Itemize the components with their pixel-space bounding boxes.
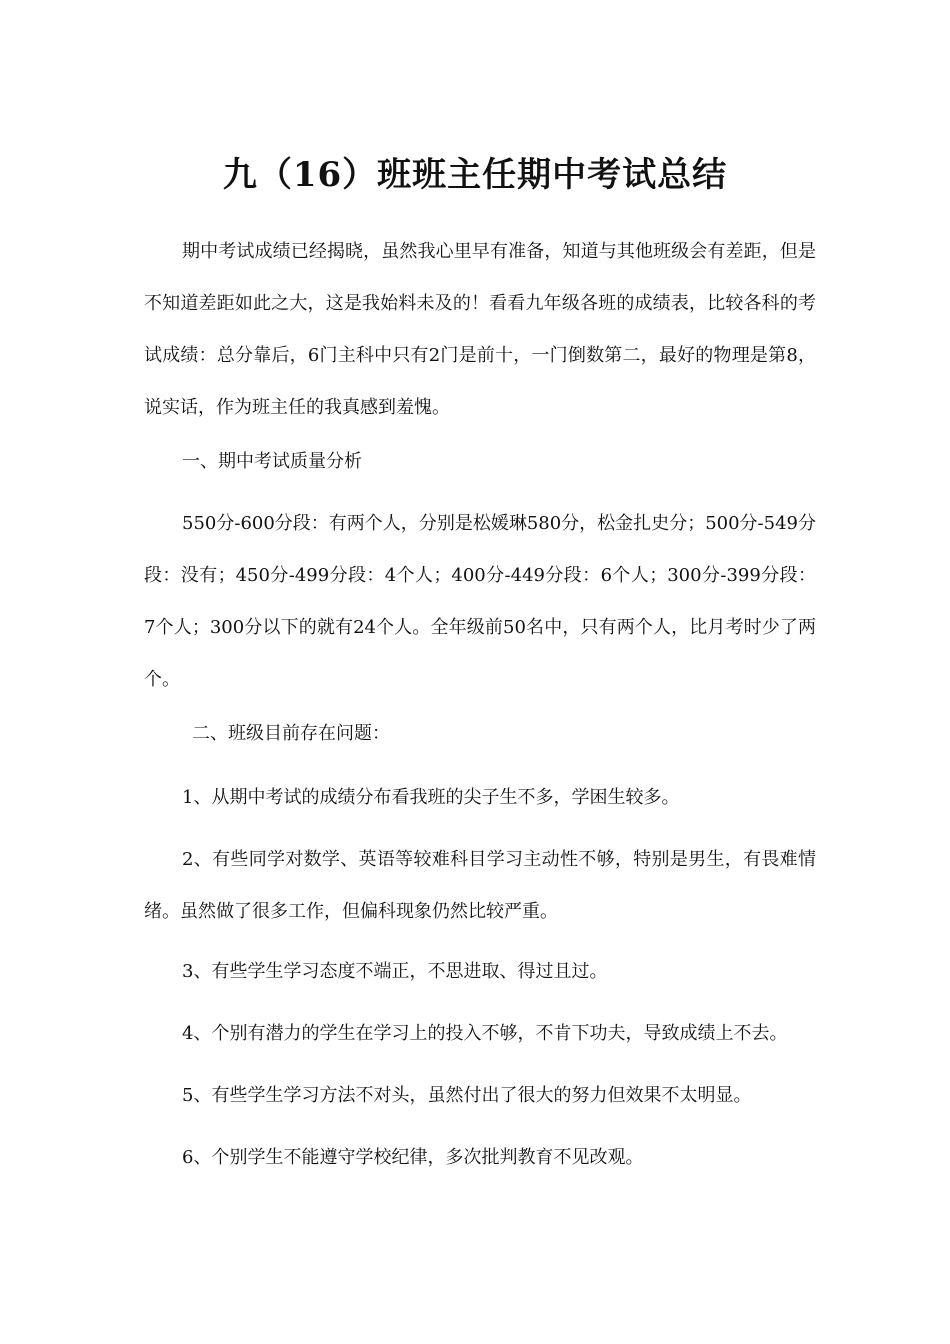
intro-paragraph: 期中考试成绩已经揭晓，虽然我心里早有准备，知道与其他班级会有差距，但是不知道差距如此之大，这是我始料未及的！看看九年级各班的成绩表，比较各科的考试成绩：总分靠后，6门主科中只有2门是前十，一门倒数第二，最好的物理是第8，说实话，作为班主任的我真感到羞愧。 bbox=[144, 241, 816, 418]
problem-item-block bbox=[144, 1132, 816, 1184]
problem-item-block bbox=[144, 1008, 816, 1060]
section1-block bbox=[144, 498, 816, 706]
section2-heading-block bbox=[144, 708, 816, 760]
problem-item-block bbox=[144, 772, 816, 824]
problem-item: 6、个别学生不能遵守学校纪律，多次批判教育不见改观。 bbox=[182, 1147, 644, 1168]
problem-item: 2、有些同学对数学、英语等较难科目学习主动性不够，特别是男生，有畏难情绪。虽然做了很多工作，但偏科现象仍然比较严重。 bbox=[144, 849, 816, 922]
page-title: 九（16）班班主任期中考试总结 bbox=[222, 154, 728, 195]
section2-heading: 二、班级目前存在问题： bbox=[192, 723, 390, 744]
problem-item: 3、有些学生学习态度不端正，不思进取、得过且过。 bbox=[182, 961, 608, 982]
section1-heading-block bbox=[144, 436, 816, 488]
section1-paragraph: 550分-600分段：有两个人，分别是松媛琳580分，松金扎史分；500分-549分段：没有；450分-499分段：4个人；400分-449分段：6个人；300分-399分段：7个人；300分以下的就有24个人。全年级前50名中，只有两个人，比月考时少了两个。 bbox=[144, 513, 816, 690]
intro-block bbox=[144, 226, 816, 434]
problem-item-block bbox=[144, 1070, 816, 1122]
section1-heading: 一、期中考试质量分析 bbox=[182, 451, 362, 472]
problem-item: 1、从期中考试的成绩分布看我班的尖子生不多，学困生较多。 bbox=[182, 787, 680, 808]
problem-item-block bbox=[144, 946, 816, 998]
problem-item-block bbox=[144, 834, 816, 938]
problem-item: 5、有些学生学习方法不对头，虽然付出了很大的努力但效果不太明显。 bbox=[182, 1085, 752, 1106]
problem-item: 4、个别有潜力的学生在学习上的投入不够，不肯下功夫，导致成绩上不去。 bbox=[182, 1023, 788, 1044]
